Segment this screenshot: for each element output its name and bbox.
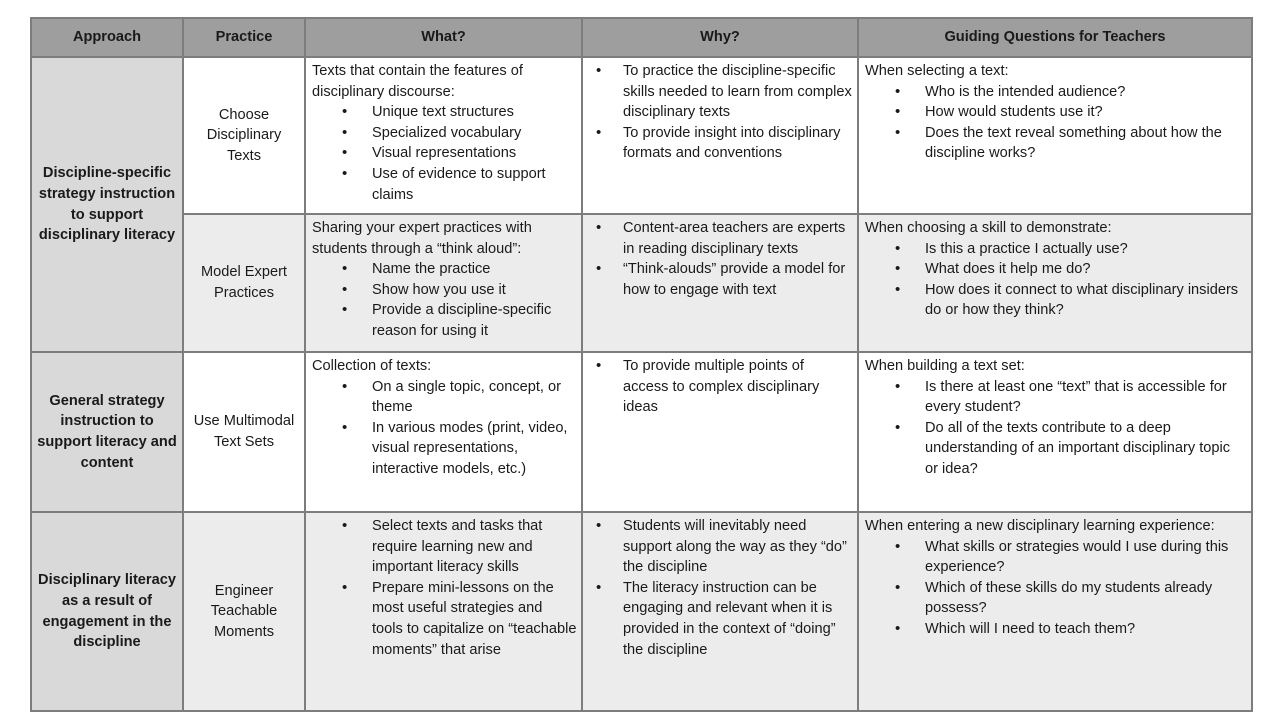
why-cell — [582, 512, 858, 711]
list-item: • To practice the discipline-specific skills needed to learn from complex disciplinary texts — [623, 61, 853, 123]
list-item: • To provide insight into disciplinary formats and conventions — [623, 123, 853, 164]
list-item: • Content-area teachers are experts in reading disciplinary texts — [623, 218, 853, 259]
guiding-list — [865, 377, 1247, 480]
table-row — [31, 57, 1252, 214]
list-item: • To provide multiple points of access to complex disciplinary ideas — [623, 356, 853, 418]
list-item: • Which of these skills do my students already possess? — [925, 578, 1247, 619]
list-item: • Visual representations — [372, 143, 577, 164]
what-intro: Sharing your expert practices with students through a “think aloud”: — [312, 220, 532, 257]
table-row — [31, 352, 1252, 512]
practice-cell: Model Expert Practices — [183, 214, 305, 352]
list-item: • Select texts and tasks that require learning new and important literacy skills — [372, 516, 577, 578]
why-list — [589, 61, 853, 164]
header-approach: Approach — [31, 18, 183, 57]
header-row — [31, 18, 1252, 57]
literacy-approaches-table — [30, 17, 1253, 712]
table-row — [31, 214, 1252, 352]
literacy-table-frame — [30, 17, 1251, 701]
practice-cell: Choose Disciplinary Texts — [183, 57, 305, 214]
list-item: • What does it help me do? — [925, 259, 1247, 280]
list-item: • Name the practice — [372, 259, 577, 280]
list-item: • What skills or strategies would I use during this experience? — [925, 537, 1247, 578]
why-cell — [582, 352, 858, 512]
guiding-intro: When building a text set: — [865, 358, 1025, 374]
header-guiding-questions: Guiding Questions for Teachers — [858, 18, 1252, 57]
why-list — [589, 516, 853, 660]
guiding-cell — [858, 214, 1252, 352]
what-list — [312, 102, 577, 205]
what-cell — [305, 352, 582, 512]
what-list — [312, 259, 577, 341]
list-item: • Unique text structures — [372, 102, 577, 123]
header-why: Why? — [582, 18, 858, 57]
list-item: • In various modes (print, video, visual representations, interactive models, etc.) — [372, 418, 577, 480]
guiding-cell — [858, 512, 1252, 711]
guiding-list — [865, 239, 1247, 321]
list-item: • The literacy instruction can be engaging and relevant when it is provided in the context of “doing” the discipline — [623, 578, 853, 660]
guiding-list — [865, 537, 1247, 640]
why-list — [589, 356, 853, 418]
guiding-list — [865, 82, 1247, 164]
list-item: • Use of evidence to support claims — [372, 164, 577, 205]
list-item: • Is there at least one “text” that is accessible for every student? — [925, 377, 1247, 418]
approach-general-strategy: General strategy instruction to support literacy and content — [31, 352, 183, 512]
header-practice: Practice — [183, 18, 305, 57]
list-item: • How would students use it? — [925, 102, 1247, 123]
guiding-intro: When entering a new disciplinary learning experience: — [865, 518, 1215, 534]
list-item: • Do all of the texts contribute to a deep understanding of an important disciplinary topic or idea? — [925, 418, 1247, 480]
what-cell — [305, 512, 582, 711]
list-item: • Does the text reveal something about how the discipline works? — [925, 123, 1247, 164]
what-intro: Texts that contain the features of disciplinary discourse: — [312, 63, 523, 100]
header-what: What? — [305, 18, 582, 57]
approach-discipline-specific: Discipline-specific strategy instruction to support disciplinary literacy — [31, 57, 183, 352]
list-item: • Students will inevitably need support along the way as they “do” the discipline — [623, 516, 853, 578]
guiding-cell — [858, 352, 1252, 512]
guiding-intro: When selecting a text: — [865, 63, 1009, 79]
what-list — [312, 377, 577, 480]
why-cell — [582, 214, 858, 352]
list-item: • Provide a discipline-specific reason for using it — [372, 300, 577, 341]
list-item: • How does it connect to what disciplinary insiders do or how they think? — [925, 280, 1247, 321]
approach-engagement: Disciplinary literacy as a result of engagement in the discipline — [31, 512, 183, 711]
list-item: • Prepare mini-lessons on the most useful strategies and tools to capitalize on “teachable moments” that arise — [372, 578, 577, 660]
what-cell — [305, 57, 582, 214]
what-intro: Collection of texts: — [312, 358, 432, 374]
what-list — [312, 516, 577, 660]
list-item: • Who is the intended audience? — [925, 82, 1247, 103]
list-item: • Which will I need to teach them? — [925, 619, 1247, 640]
list-item: • “Think-alouds” provide a model for how to engage with text — [623, 259, 853, 300]
practice-cell: Engineer Teachable Moments — [183, 512, 305, 711]
list-item: • Specialized vocabulary — [372, 123, 577, 144]
list-item: • Is this a practice I actually use? — [925, 239, 1247, 260]
what-cell — [305, 214, 582, 352]
table-row — [31, 512, 1252, 711]
why-list — [589, 218, 853, 300]
why-cell — [582, 57, 858, 214]
practice-cell: Use Multimodal Text Sets — [183, 352, 305, 512]
guiding-intro: When choosing a skill to demonstrate: — [865, 220, 1112, 236]
guiding-cell — [858, 57, 1252, 214]
list-item: • On a single topic, concept, or theme — [372, 377, 577, 418]
list-item: • Show how you use it — [372, 280, 577, 301]
